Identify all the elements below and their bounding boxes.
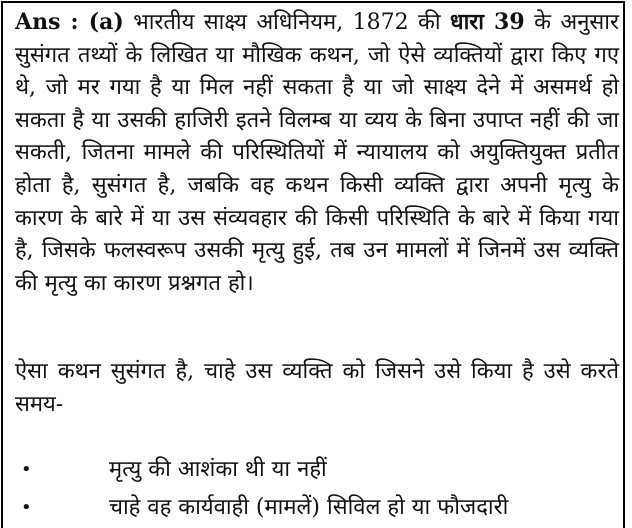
relevance-paragraph: ऐसा कथन सुसंगत है, चाहे उस व्यक्ति को जिसने उसे किया है उसे करते समय-: [15, 359, 619, 417]
list-item: [15, 451, 619, 489]
list-item-text: चाहे वह कार्यवाही (मामलें) सिविल हो या फौजदारी: [109, 495, 509, 520]
answer-label: Ans : (a): [15, 9, 124, 35]
list-item: [15, 489, 619, 527]
section-reference: धारा 39: [450, 9, 525, 35]
bullet-icon: •: [21, 459, 32, 480]
intro-text: भारतीय साक्ष्य अधिनियम, 1872 की: [133, 10, 441, 35]
answer-paragraph: [15, 6, 619, 300]
statement-text: के अनुसार सुसंगत तथ्यों के लिखित या मौखिक कथन, जो ऐसे व्यक्तियों द्वारा किए गए थे, जो मर गया है या मिल नहीं सकता है या जो साक्ष्य देने में असमर्थ हो सकता है या उसकी हाजिरी इतने विलम्ब या व्यय के बिना उपाप्त नहीं की जा सकती, जितना मामले की परिस्थितियों में न्यायालय को अयुक्तियुक्त प्रतीत होता है, सुसंगत है, जबकि वह कथन किसी व्यक्ति द्वारा अपनी मृत्यु के कारण के बारे में या उस संव्यवहार की किसी परिस्थिति के बारे में किया गया है, जिसके फलस्वरूप उसकी मृत्यु हुई, तब उन मामलों में जिनमें उस व्यक्ति की मृत्यु का कारण प्रश्नगत हो।: [15, 10, 619, 296]
bullet-icon: •: [21, 497, 32, 518]
condition-list: [15, 451, 619, 527]
list-item-text: मृत्यु की आशंका थी या नहीं: [109, 457, 327, 482]
